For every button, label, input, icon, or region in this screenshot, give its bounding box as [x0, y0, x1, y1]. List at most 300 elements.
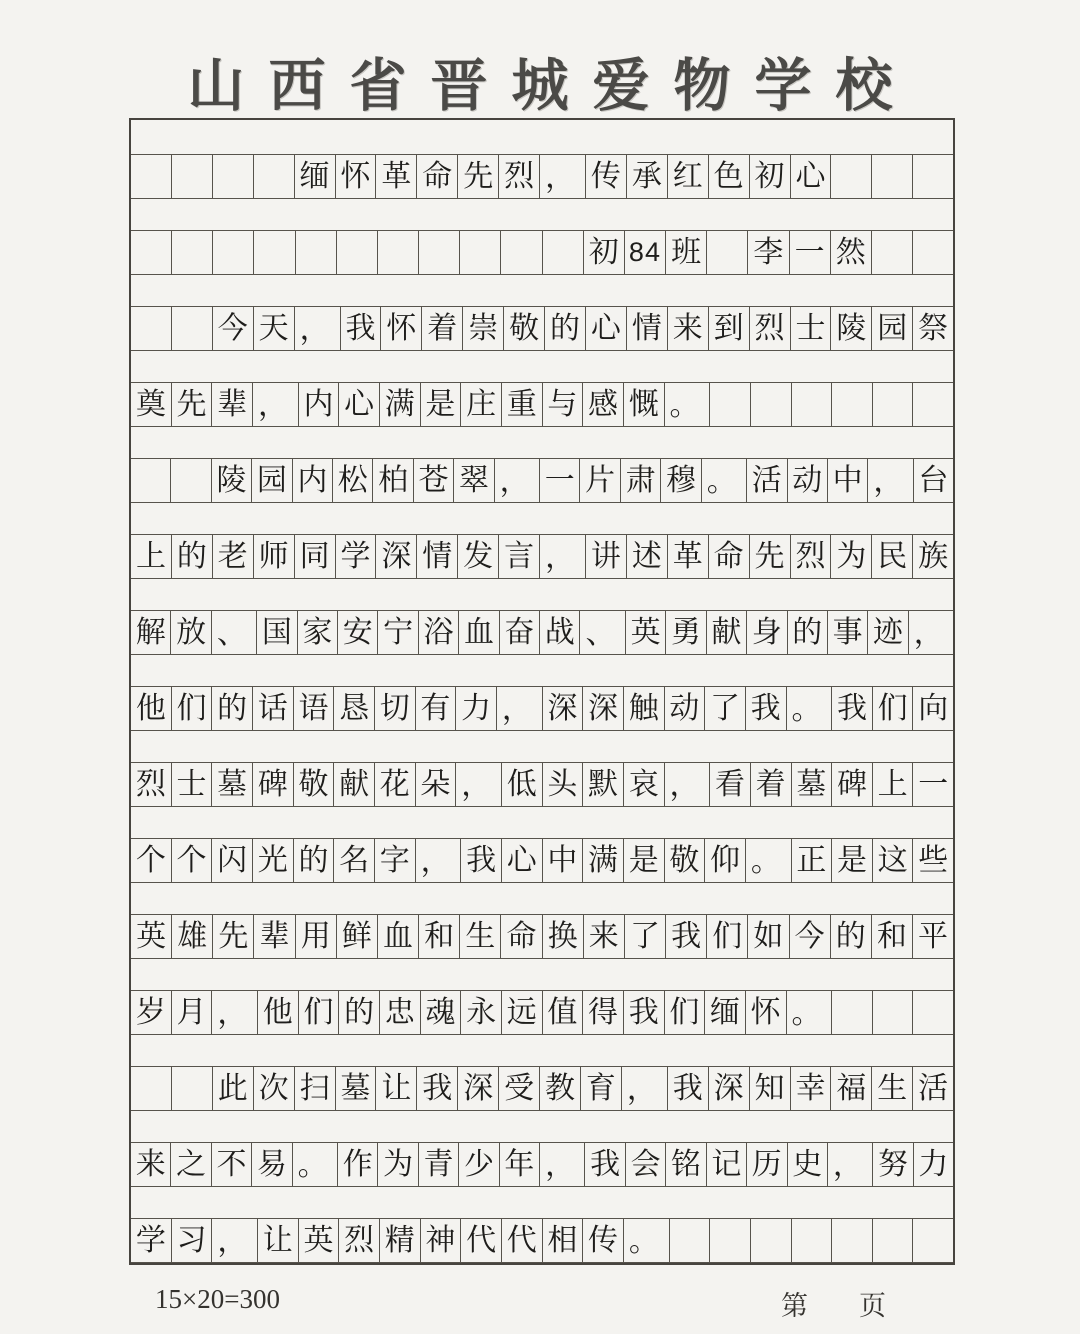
grid-cell: 育 [581, 1067, 622, 1110]
grid-cell: 活 [918, 1071, 949, 1105]
grid-cell: 初 [584, 231, 625, 274]
grid-cell: 个 [131, 839, 172, 882]
grid-cell: 触 [624, 687, 665, 730]
grid-cell: 努 [873, 1143, 913, 1186]
grid-cell: 迹 [868, 611, 908, 654]
grid-cell [172, 307, 213, 350]
grid-cell: 、 [580, 611, 625, 654]
grid-cell: 他 [258, 991, 299, 1034]
grid-cell [832, 991, 873, 1034]
row-spacer-band [131, 807, 953, 838]
grid-cell: 们 [873, 687, 914, 730]
grid-cell: ， [665, 763, 711, 806]
grid-cell: ， [416, 839, 462, 882]
grid-cell: 身 [747, 611, 787, 654]
grid-cell: 台 [918, 463, 949, 497]
grid-cell: 肃 [621, 459, 661, 502]
grid-cell: 敬 [504, 307, 545, 350]
grid-cell: ， [495, 459, 540, 502]
grid-cell: 此 [213, 1067, 254, 1110]
grid-cell: 家 [298, 611, 338, 654]
grid-cell: 们 [299, 991, 340, 1034]
grid-cell: 士 [791, 307, 832, 350]
grid-cell: 奠 [131, 383, 172, 426]
grid-cell: 承 [627, 155, 668, 198]
grid-cell: 代 [502, 1219, 543, 1262]
grid-cell: 忠 [380, 991, 421, 1034]
grid-cell: 献 [334, 763, 375, 806]
grid-cell: 缅 [705, 991, 746, 1034]
grid-cell: 命 [417, 155, 458, 198]
grid-cell: 一 [790, 231, 831, 274]
row-spacer-band [131, 351, 953, 382]
grid-cell: ， [913, 617, 944, 650]
grid-cell: 敬 [665, 839, 706, 882]
grid-cell: 活 [747, 459, 787, 502]
grid-cell: 与 [543, 383, 584, 426]
grid-cell: 国 [257, 611, 297, 654]
grid-cell: 解 [131, 611, 171, 654]
grid-cell: 知 [750, 1067, 791, 1110]
grid-row [131, 914, 953, 959]
grid-cell: 碑 [253, 763, 294, 806]
grid-cell [751, 1219, 792, 1262]
grid-cell: 先 [458, 155, 499, 198]
grid-cell: 字 [375, 839, 416, 882]
grid-cell [254, 231, 295, 274]
grid-cell: 值 [543, 991, 584, 1034]
grid-row [131, 382, 953, 427]
grid-cell: 发 [458, 535, 499, 578]
grid-cell: 少 [459, 1143, 499, 1186]
grid-cell: 墓 [336, 1067, 377, 1110]
grid-cell: 个 [172, 839, 213, 882]
grid-cell: 述 [627, 535, 668, 578]
grid-cell: 为 [378, 1143, 418, 1186]
grid-cell: 我 [668, 1067, 709, 1110]
grid-cell: 历 [747, 1143, 787, 1186]
grid-cell: ， [456, 763, 502, 806]
grid-cell: 为 [831, 535, 872, 578]
grid-cell: 福 [831, 1067, 872, 1110]
grid-cell: 我 [585, 1143, 625, 1186]
grid-cell: 初 [750, 155, 791, 198]
grid-cell: 上 [131, 535, 172, 578]
grid-cell: 英 [626, 611, 666, 654]
grid-cell: 深 [376, 535, 417, 578]
grid-cell: 血 [378, 915, 419, 958]
grid-cell: 宁 [378, 611, 418, 654]
grid-cell: ， [540, 1143, 585, 1186]
grid-cell: 革 [668, 535, 709, 578]
grid-cell: 远 [502, 991, 543, 1034]
grid-cell: ， [868, 459, 913, 502]
grid-cell: 心 [502, 839, 543, 882]
grid-cell: 神 [421, 1219, 462, 1262]
grid-cell: 相 [543, 1219, 584, 1262]
grid-cell: 受 [499, 1067, 540, 1110]
grid-cell: 族 [918, 539, 949, 573]
grid-cell: 铭 [666, 1143, 706, 1186]
grid-cell: 。 [787, 991, 833, 1034]
grid-cell [131, 155, 172, 198]
grid-cell: 来 [584, 915, 625, 958]
grid-cell: 些 [918, 843, 949, 877]
grid-row [131, 154, 953, 199]
grid-cell: 青 [419, 1143, 459, 1186]
grid-row [131, 990, 953, 1035]
grid-cell [501, 231, 542, 274]
grid-cell: 花 [375, 763, 416, 806]
grid-cell: 之 [171, 1143, 211, 1186]
grid-cell [670, 1219, 711, 1262]
grid-cell: 习 [172, 1219, 213, 1262]
grid-cell: 有 [416, 687, 457, 730]
grid-cell: 的 [545, 307, 586, 350]
row-spacer-band [131, 1187, 953, 1218]
grid-cell: 头 [543, 763, 584, 806]
grid-cell: 深 [709, 1067, 750, 1110]
grid-cell: 心 [339, 383, 380, 426]
grid-cell: 浴 [419, 611, 459, 654]
grid-cell: 鲜 [337, 915, 378, 958]
grid-cell: 情 [627, 307, 668, 350]
grid-cell: 学 [336, 535, 377, 578]
grid-cell: 天 [254, 307, 295, 350]
grid-cell: 。 [665, 383, 711, 426]
grid-cell: 老 [213, 535, 254, 578]
grid-cell: 穆 [661, 459, 701, 502]
grid-cell: 命 [501, 915, 542, 958]
row-spacer-band [131, 655, 953, 686]
grid-cell: 烈 [499, 155, 540, 198]
grid-cell [131, 307, 172, 350]
grid-cell: 作 [338, 1143, 378, 1186]
grid-cell: 史 [788, 1143, 828, 1186]
grid-cell: 扫 [295, 1067, 336, 1110]
grid-cell: 切 [375, 687, 416, 730]
grid-cell: 仰 [705, 839, 746, 882]
grid-cell: ， [253, 383, 299, 426]
grid-cell: 了 [705, 687, 746, 730]
grid-cell [751, 383, 792, 426]
grid-cell [913, 155, 953, 198]
grid-cell [792, 383, 833, 426]
grid-cell: 着 [751, 763, 792, 806]
grid-cell: 我 [461, 839, 502, 882]
grid-cell: ， [622, 1067, 668, 1110]
grid-cell: 满 [583, 839, 624, 882]
grid-cell [460, 231, 501, 274]
grid-cell [913, 1219, 953, 1262]
grid-cell [913, 383, 953, 426]
grid-cell: 年 [500, 1143, 540, 1186]
grid-cell [872, 231, 913, 274]
grid-cell [171, 459, 211, 502]
grid-cell: 来 [131, 1143, 171, 1186]
grid-cell: ， [295, 307, 341, 350]
grid-cell: 记 [707, 1143, 747, 1186]
grid-cell: 缅 [295, 155, 336, 198]
row-spacer-band [131, 1035, 953, 1066]
grid-cell [792, 1219, 833, 1262]
grid-cell: 朵 [416, 763, 457, 806]
grid-cell: 先 [172, 383, 213, 426]
grid-cell: 勇 [666, 611, 706, 654]
grid-cell: 次 [254, 1067, 295, 1110]
grid-cell: 烈 [131, 763, 172, 806]
grid-cell: 英 [299, 1219, 340, 1262]
grid-cell: 墓 [212, 763, 253, 806]
grid-cell: 英 [131, 915, 172, 958]
grid-cell: 碑 [832, 763, 873, 806]
grid-cell: 默 [583, 763, 624, 806]
grid-cell: 。 [702, 459, 747, 502]
grid-cell: 内 [293, 459, 333, 502]
grid-cell: 们 [707, 915, 748, 958]
row-spacer-band [131, 503, 953, 534]
grid-cell [873, 383, 914, 426]
grid-row [131, 1066, 953, 1111]
grid-row [131, 762, 953, 807]
grid-cell: ， [212, 991, 258, 1034]
grid-cell: 永 [461, 991, 502, 1034]
grid-cell: 一 [540, 459, 580, 502]
grid-cell: 恳 [334, 687, 375, 730]
grid-cell: 雄 [172, 915, 213, 958]
grid-cell: 向 [918, 691, 949, 725]
grid-cell: 辈 [212, 383, 253, 426]
grid-cell: 正 [792, 839, 833, 882]
grid-cell: 是 [624, 839, 665, 882]
grid-cell: 烈 [339, 1219, 380, 1262]
grid-row [131, 686, 953, 731]
grid-cell: 们 [665, 991, 706, 1034]
grid-cell: 今 [790, 915, 831, 958]
manuscript-grid [129, 118, 955, 1265]
grid-cell: 红 [668, 155, 709, 198]
grid-cell [710, 383, 751, 426]
grid-cell: 深 [543, 687, 584, 730]
row-spacer-band [131, 275, 953, 306]
grid-cell: 士 [172, 763, 213, 806]
sheet-footer [0, 1284, 1080, 1324]
grid-cell: 是 [421, 383, 462, 426]
grid-cell: 柏 [373, 459, 413, 502]
grid-cell: 怀 [381, 307, 422, 350]
grid-cell: 敬 [294, 763, 335, 806]
grid-cell [832, 1219, 873, 1262]
grid-cell: 一 [918, 767, 949, 801]
row-spacer-band [131, 959, 953, 990]
grid-cell: 这 [873, 839, 914, 882]
grid-cell [296, 231, 337, 274]
grid-cell: 84 [625, 231, 666, 274]
grid-cell: 看 [710, 763, 751, 806]
grid-cell: 翠 [454, 459, 494, 502]
grid-cell: 的 [212, 687, 253, 730]
grid-cell: 然 [831, 231, 872, 274]
grid-cell: 话 [253, 687, 294, 730]
grid-cell [172, 231, 213, 274]
grid-cell [832, 383, 873, 426]
grid-cell: 岁 [131, 991, 172, 1034]
grid-cell [913, 231, 953, 274]
grid-cell [543, 231, 584, 274]
grid-cell: 上 [873, 763, 914, 806]
grid-cell: 会 [626, 1143, 666, 1186]
grid-cell: ， [828, 1143, 873, 1186]
grid-cell [873, 1219, 914, 1262]
grid-cell: 闪 [212, 839, 253, 882]
grid-cell: 墓 [792, 763, 833, 806]
grid-cell: 生 [460, 915, 501, 958]
grid-cell: 我 [832, 687, 873, 730]
grid-cell: 陵 [831, 307, 872, 350]
grid-cell: 是 [832, 839, 873, 882]
grid-cell: ， [540, 155, 586, 198]
grid-cell: 我 [341, 307, 382, 350]
grid-cell: 庄 [461, 383, 502, 426]
grid-row [131, 458, 953, 503]
grid-cell: 他 [131, 687, 172, 730]
grid-cell: 精 [380, 1219, 421, 1262]
grid-cell: 学 [131, 1219, 172, 1262]
grid-row [131, 534, 953, 579]
grid-cell: 不 [212, 1143, 252, 1186]
grid-cell: 中 [828, 459, 868, 502]
row-spacer-band [131, 1111, 953, 1142]
grid-cell [872, 155, 913, 198]
grid-cell: 的 [294, 839, 335, 882]
grid-cell: 李 [748, 231, 789, 274]
grid-cell: 献 [707, 611, 747, 654]
grid-cell: 。 [787, 687, 833, 730]
grid-cell: 满 [380, 383, 421, 426]
grid-cell: 语 [294, 687, 335, 730]
grid-cell: 奋 [500, 611, 540, 654]
grid-cell: 月 [172, 991, 213, 1034]
grid-cell: 事 [828, 611, 868, 654]
grid-cell: 幸 [791, 1067, 832, 1110]
grid-cell: 我 [746, 687, 787, 730]
grid-capacity-label: 15×20=300 [155, 1284, 280, 1314]
grid-cell [707, 231, 748, 274]
grid-cell: 我 [666, 915, 707, 958]
grid-row [131, 306, 953, 351]
grid-cell: 今 [213, 307, 254, 350]
grid-cell: 重 [502, 383, 543, 426]
grid-cell: 先 [750, 535, 791, 578]
grid-cell [913, 991, 953, 1034]
grid-cell: 魂 [421, 991, 462, 1034]
grid-cell: 言 [499, 535, 540, 578]
grid-row [131, 610, 953, 655]
grid-cell: 力 [918, 1147, 949, 1181]
grid-cell: 着 [422, 307, 463, 350]
grid-cell [873, 991, 914, 1034]
grid-cell: 我 [417, 1067, 458, 1110]
grid-cell: 片 [580, 459, 620, 502]
grid-cell: 传 [586, 155, 627, 198]
row-spacer-band [131, 731, 953, 762]
grid-cell: 到 [709, 307, 750, 350]
grid-cell: 深 [458, 1067, 499, 1110]
row-spacer-band [131, 199, 953, 230]
grid-cell: 代 [461, 1219, 502, 1262]
grid-cell: 园 [252, 459, 292, 502]
grid-cell: 讲 [586, 535, 627, 578]
grid-cell: 的 [831, 915, 872, 958]
grid-cell: 易 [252, 1143, 292, 1186]
grid-cell: 烈 [750, 307, 791, 350]
grid-cell: 烈 [791, 535, 832, 578]
grid-cell: 名 [334, 839, 375, 882]
grid-top-band [131, 120, 953, 154]
grid-cell [172, 1067, 213, 1110]
grid-cell: 哀 [624, 763, 665, 806]
grid-cell: 、 [212, 611, 257, 654]
grid-cell: 陵 [212, 459, 252, 502]
grid-row [131, 1218, 953, 1263]
grid-cell: 动 [665, 687, 706, 730]
school-name-header: 山西省晋城爱物学校 [187, 55, 917, 118]
grid-cell: 中 [543, 839, 584, 882]
grid-row [131, 1142, 953, 1187]
grid-cell [254, 155, 295, 198]
grid-cell: 生 [872, 1067, 913, 1110]
grid-cell: 用 [296, 915, 337, 958]
grid-cell: 命 [709, 535, 750, 578]
grid-cell [831, 155, 872, 198]
grid-cell: 教 [540, 1067, 581, 1110]
grid-cell: ， [212, 1219, 258, 1262]
grid-cell: 了 [625, 915, 666, 958]
grid-cell: 我 [624, 991, 665, 1034]
grid-cell: 放 [171, 611, 211, 654]
grid-cell: 血 [459, 611, 499, 654]
grid-cell: 们 [172, 687, 213, 730]
grid-cell: 慨 [624, 383, 665, 426]
grid-cell: 辈 [254, 915, 295, 958]
grid-cell: 心 [791, 155, 832, 198]
grid-cell [213, 231, 254, 274]
grid-cell [710, 1219, 751, 1262]
grid-cell: 得 [583, 991, 624, 1034]
grid-cell: 换 [543, 915, 584, 958]
grid-cell: 感 [583, 383, 624, 426]
grid-cell: 深 [583, 687, 624, 730]
row-spacer-band [131, 883, 953, 914]
grid-cell: 先 [213, 915, 254, 958]
grid-cell [131, 1067, 172, 1110]
page-number-label: 第 页 [781, 1291, 898, 1321]
grid-cell: 崇 [463, 307, 504, 350]
grid-cell: ， [497, 687, 543, 730]
grid-cell: 色 [709, 155, 750, 198]
grid-cell [213, 155, 254, 198]
grid-cell: 心 [586, 307, 627, 350]
grid-row [131, 838, 953, 883]
grid-cell: 同 [295, 535, 336, 578]
grid-cell: 情 [417, 535, 458, 578]
grid-cell: 。 [624, 1219, 670, 1262]
grid-cell [419, 231, 460, 274]
grid-cell: 的 [172, 535, 213, 578]
grid-cell: 和 [419, 915, 460, 958]
grid-cell: 让 [258, 1219, 299, 1262]
grid-cell: 光 [253, 839, 294, 882]
